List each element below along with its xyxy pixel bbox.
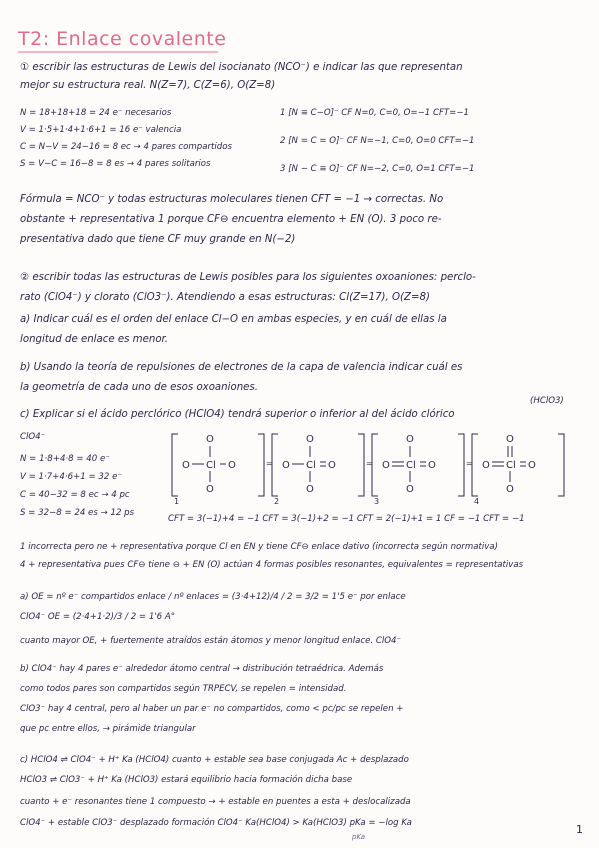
calc-v: V = 1·5+1·4+1·6+1 = 16 e⁻ valencia: [20, 125, 182, 135]
resonance-note-2: 4 + representativa pues CF⊖ tiene ⊖ + EN (O) actúan 4 formas posibles resonantes, equivalentes = representativas: [20, 560, 524, 570]
structure-1: 1 [N ≡ C−O]⁻ CF N=0, C=0, O=−1 CFT=−1: [280, 108, 470, 118]
svg-text:O: O: [328, 460, 336, 471]
svg-text:3: 3: [374, 497, 380, 506]
clo4-v: V = 1·7+4·6+1 = 32 e⁻: [20, 472, 122, 482]
question-1-line-1: ① escribir las estructuras de Lewis del isocianato (NCO⁻) e indicar las que representan: [20, 62, 463, 73]
svg-text:4: 4: [474, 497, 480, 506]
svg-text:O: O: [306, 434, 314, 445]
pka-note: pKa: [352, 833, 366, 841]
bond-order-1: a) OE = nº e⁻ compartidos enlace / nº enlaces = (3·4+12)/4 / 2 = 3/2 = 1'5 e⁻ por enlace: [20, 592, 406, 602]
resonance-note-1: 1 incorrecta pero ne + representativa porque Cl en EN y tiene CF⊖ enlace dativo (incorrecta según normativa): [20, 542, 498, 552]
geometry-1: b) ClO4⁻ hay 4 pares e⁻ alrededor átomo central → distribución tetraédrica. Además: [20, 664, 384, 674]
title-underline: [18, 51, 218, 53]
bond-order-conclusion: cuanto mayor OE, + fuertemente atraídos están átomos y menor longitud enlace. ClO4⁻: [20, 636, 401, 646]
svg-text:Cl: Cl: [306, 460, 316, 471]
question-1-line-2: mejor su estructura real. N(Z=7), C(Z=6), O(Z=8): [20, 80, 276, 91]
lewis-structures-clo4: [168, 426, 598, 506]
acidity-2: HClO3 ⇌ ClO3⁻ + H⁺ Ka (HClO3) estará equilibrio hacia formación dicha base: [20, 775, 353, 785]
svg-text:O: O: [506, 484, 514, 495]
question-2b-line-2: la geometría de cada uno de esos oxoaniones.: [20, 382, 258, 393]
svg-text:O: O: [306, 484, 314, 495]
page-title: T2: Enlace covalente: [18, 28, 227, 50]
svg-text:Cl: Cl: [406, 460, 416, 471]
formula-line-1: Fórmula = NCO⁻ y todas estructuras moleculares tienen CFT = −1 → correctas. No: [20, 194, 444, 205]
svg-text:O: O: [506, 434, 514, 445]
clo4-s: S = 32−8 = 24 es → 12 ps: [20, 508, 135, 518]
svg-text:O: O: [206, 434, 214, 445]
structure-3: 3 [N − C ≡ O]⁻ CF N=−2, C=0, O=1 CFT=−1: [280, 164, 475, 174]
acidity-4: ClO4⁻ + estable ClO3⁻ desplazado formación ClO4⁻ Ka(HClO4) > Ka(HClO3) pKa = −log Ka: [20, 818, 412, 828]
svg-text:O: O: [382, 460, 390, 471]
acidity-3: cuanto + e⁻ resonantes tiene 1 compuesto → + estable en puentes a esta + deslocalizada: [20, 797, 411, 807]
question-2c-note: (HClO3): [530, 396, 564, 406]
svg-text:=: =: [466, 459, 473, 468]
question-2a-line-1: a) Indicar cuál es el orden del enlace Cl−O en ambas especies, y en cuál de ellas la: [20, 314, 447, 325]
formula-line-3: presentativa dado que tiene CF muy grande en N(−2): [20, 234, 296, 245]
clo4-n: N = 1·8+4·8 = 40 e⁻: [20, 454, 110, 464]
clo4-c: C = 40−32 = 8 ec → 4 pc: [20, 490, 130, 500]
svg-text:Cl: Cl: [506, 460, 516, 471]
cf-values: CFT = 3(−1)+4 = −1 CFT = 3(−1)+2 = −1 CFT = 2(−1)+1 = 1 CF = −1 CFT = −1: [168, 514, 525, 524]
svg-text:O: O: [482, 460, 490, 471]
svg-text:O: O: [528, 460, 536, 471]
clo4-label: ClO4⁻: [20, 432, 46, 442]
question-2c-line-1: c) Explicar si el ácido perclórico (HClO4) tendrá superior o inferior al del ácido clórico: [20, 409, 455, 420]
svg-text:=: =: [366, 459, 373, 468]
calc-c: C = N−V = 24−16 = 8 ec → 4 pares compartidos: [20, 142, 232, 152]
bond-order-2: ClO4⁻ OE = (2·4+1·2)/3 / 2 = 1'6 A°: [20, 612, 176, 622]
formula-line-2: obstante + representativa 1 porque CF⊖ encuentra elemento + EN (O). 3 poco re-: [20, 214, 442, 225]
svg-text:=: =: [266, 459, 273, 468]
svg-text:2: 2: [274, 497, 280, 506]
svg-text:Cl: Cl: [206, 460, 216, 471]
svg-text:O: O: [182, 460, 190, 471]
svg-text:O: O: [406, 484, 414, 495]
calc-n: N = 18+18+18 = 24 e⁻ necesarios: [20, 108, 172, 118]
calc-s: S = V−C = 16−8 = 8 es → 4 pares solitarios: [20, 159, 211, 169]
acidity-1: c) HClO4 ⇌ ClO4⁻ + H⁺ Ka (HClO4) cuanto + estable sea base conjugada Ac + desplazado: [20, 755, 409, 765]
geometry-3: ClO3⁻ hay 4 central, pero al haber un par e⁻ no compartidos, como < pc/pc se repelen +: [20, 704, 404, 714]
svg-text:O: O: [406, 434, 414, 445]
svg-text:O: O: [228, 460, 236, 471]
page-number: 1: [576, 823, 583, 836]
svg-text:O: O: [206, 484, 214, 495]
structure-2: 2 [N = C = O]⁻ CF N=−1, C=0, O=0 CFT=−1: [280, 136, 475, 146]
question-2-line-1: ② escribir todas las estructuras de Lewis posibles para los siguientes oxoaniones: perclo-: [20, 272, 476, 283]
question-2a-line-2: longitud de enlace es menor.: [20, 334, 169, 345]
geometry-4: que pc entre ellos, → pirámide triangular: [20, 724, 196, 734]
svg-text:1: 1: [174, 497, 180, 506]
question-2b-line-1: b) Usando la teoría de repulsiones de electrones de la capa de valencia indicar cuál es: [20, 362, 463, 373]
svg-text:O: O: [282, 460, 290, 471]
svg-text:O: O: [428, 460, 436, 471]
geometry-2: como todos pares son compartidos según TRPECV, se repelen = intensidad.: [20, 684, 347, 694]
question-2-line-2: rato (ClO4⁻) y clorato (ClO3⁻). Atendiendo a esas estructuras: Cl(Z=17), O(Z=8): [20, 292, 430, 303]
